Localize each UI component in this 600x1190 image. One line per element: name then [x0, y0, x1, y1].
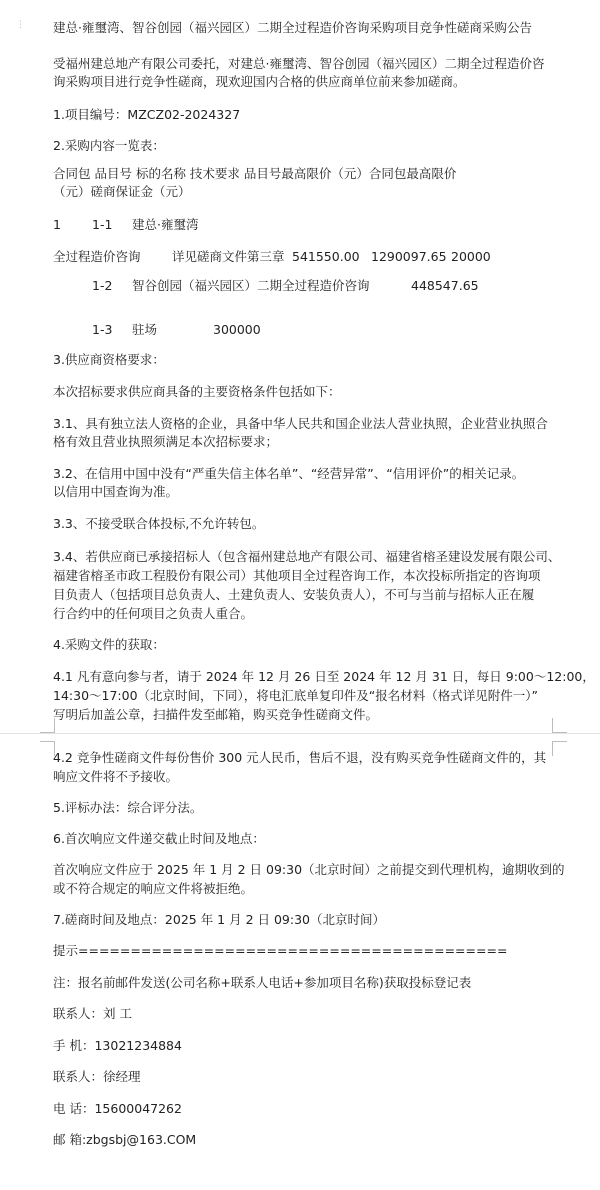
intro-line-1: 受福州建总地产有限公司委托，对建总·雍璽湾、智谷创园（福兴园区）二期全过程造价咨: [53, 56, 545, 71]
contact-person-2: 联系人：徐经理: [53, 1069, 141, 1084]
section-3-heading: 3.供应商资格要求：: [53, 352, 165, 367]
table-header-line-1: 合同包 品目号 标的名称 技术要求 品目号最高限价（元）合同包最高限价: [53, 166, 457, 181]
clause-4-2-line-2: 响应文件将不予接收。: [53, 769, 179, 784]
intro-line-2: 询采购项目进行竞争性磋商，现欢迎国内合格的供应商单位前来参加磋商。: [53, 74, 466, 89]
clause-3-4-line-2: 福建省榕圣市政工程股份有限公司）其他项目全过程咨询工作，本次投标所指定的咨询项: [53, 568, 541, 583]
contact-person-1: 联系人：刘 工: [53, 1006, 132, 1021]
table-row-3-item-number: 1-3: [92, 322, 113, 337]
table-row-1-requirement: 详见磋商文件第三章: [172, 249, 285, 264]
clause-3-4-line-3: 目负责人（包括项目总负责人、土建负责人、安装负责人），不可与当前与招标人正在履: [53, 587, 535, 602]
clause-3-3: 3.3、不接受联合体投标,不允许转包。: [53, 516, 265, 531]
paragraph-marker-icon: ⋮: [16, 20, 25, 30]
project-number: 1.项目编号：MZCZ02-2024327: [53, 107, 241, 122]
table-row-1-name: 建总·雍璽湾: [132, 217, 199, 232]
contact-phone-1: 手 机：13021234884: [53, 1038, 182, 1053]
clause-4-1-line-3: 写明后加盖公章，扫描件发至邮箱，购买竞争性磋商文件。: [53, 707, 379, 722]
table-row-2-name: 智谷创园（福兴园区）二期全过程造价咨询: [132, 278, 370, 293]
clause-3-4-line-4: 行合约中的任何项目之负责人重合。: [53, 606, 254, 621]
contact-phone-2: 电 话：15600047262: [53, 1101, 182, 1116]
clause-3-4-line-1: 3.4、若供应商已承接招标人（包含福州建总地产有限公司、福建省榕圣建设发展有限公司、: [53, 549, 561, 564]
table-package-number: 1: [53, 217, 61, 232]
page-corner-mark: [552, 718, 567, 733]
table-row-3-max-price: 300000: [213, 322, 261, 337]
clause-3-1-line-1: 3.1、具有独立法人资格的企业，具备中华人民共和国企业法人营业执照，企业营业执照合: [53, 416, 548, 431]
page-break-line: [0, 733, 600, 734]
note-line: 注：报名前邮件发送(公司名称+联系人电话+参加项目名称)获取投标登记表: [53, 975, 472, 990]
table-row-3-name: 驻场: [132, 322, 158, 337]
table-deposit: 20000: [451, 249, 491, 264]
table-row-2-item-number: 1-2: [92, 278, 113, 293]
document-title: 建总·雍璽湾、智谷创园（福兴园区）二期全过程造价咨询采购项目竞争性磋商采购公告: [53, 20, 532, 35]
section-4-heading: 4.采购文件的获取：: [53, 637, 165, 652]
tip-line: 提示=========================================: [53, 943, 508, 958]
clause-3-2-line-1: 3.2、在信用中国中没有“严重失信主体名单”、“经营异常”、“信用评价”的相关记录。: [53, 466, 525, 481]
section-6-line-1: 首次响应文件应于 2025 年 1 月 2 日 09:30（北京时间）之前提交到代理机构，逾期收到的: [53, 862, 565, 877]
clause-3-1-line-2: 格有效且营业执照须满足本次招标要求；: [53, 434, 279, 449]
clause-4-2-line-1: 4.2 竞争性磋商文件每份售价 300 元人民币，售后不退，没有购买竞争性磋商文件的，其: [53, 750, 547, 765]
table-row-1-name-cont: 全过程造价咨询: [53, 249, 141, 264]
clause-4-1-line-2: 14:30～17:00（北京时间，下同），将电汇底单复印件及“报名材料（格式详见附件一）”: [53, 688, 538, 703]
section-2-heading: 2.采购内容一览表：: [53, 138, 165, 153]
table-row-1-max-price: 541550.00: [292, 249, 360, 264]
section-7: 7.磋商时间及地点：2025 年 1 月 2 日 09:30（北京时间）: [53, 912, 386, 927]
table-package-max-price: 1290097.65: [371, 249, 447, 264]
section-6-heading: 6.首次响应文件递交截止时间及地点：: [53, 831, 265, 846]
table-row-1-item-number: 1-1: [92, 217, 113, 232]
table-row-2-max-price: 448547.65: [411, 278, 479, 293]
clause-3-2-line-2: 以信用中国查询为准。: [53, 484, 179, 499]
page-corner-mark: [552, 741, 567, 756]
clause-4-1-line-1: 4.1 凡有意向参与者，请于 2024 年 12 月 26 日至 2024 年 12 月 31 日，每日 9:00～12:00，: [53, 669, 595, 684]
section-5: 5.评标办法：综合评分法。: [53, 800, 203, 815]
contact-email: 邮 箱:zbgsbj@163.COM: [53, 1132, 197, 1147]
page-corner-mark: [40, 718, 55, 733]
table-header-line-2: （元）磋商保证金（元）: [53, 184, 191, 199]
section-6-line-2: 或不符合规定的响应文件将被拒绝。: [53, 881, 254, 896]
section-3-intro: 本次招标要求供应商具备的主要资格条件包括如下：: [53, 384, 341, 399]
